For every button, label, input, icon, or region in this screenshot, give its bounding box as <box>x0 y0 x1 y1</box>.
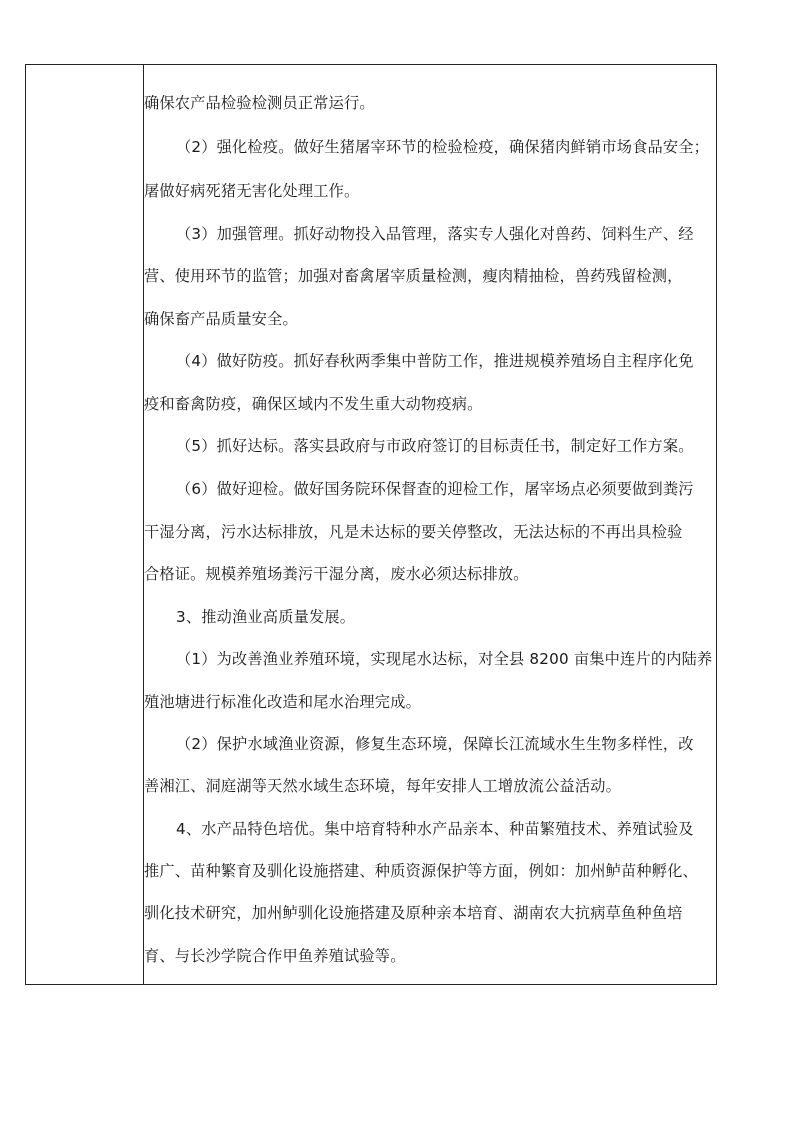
text-line: 育、与长沙学院合作甲鱼养殖试验等。 <box>144 947 406 965</box>
text-line: 干湿分离，污水达标排放，凡是未达标的要关停整改，无法达标的不再出具检验 <box>144 523 683 541</box>
text-line: （2）保护水域渔业资源，修复生态环境，保障长江流域水生生物多样性，改 <box>176 735 694 753</box>
text-line: 殖池塘进行标准化改造和尾水治理完成。 <box>144 693 421 711</box>
section-heading: 3、推动渔业高质量发展。 <box>176 608 356 626</box>
text-line: 4、水产品特色培优。集中培育特种水产品亲本、种苗繁殖技术、养殖试验及 <box>176 820 694 838</box>
text-line: 驯化技术研究，加州鲈驯化设施搭建及原种亲本培育、湖南农大抗病草鱼种鱼培 <box>144 904 683 922</box>
text-line: 屠做好病死猪无害化处理工作。 <box>144 182 360 200</box>
text-line: （1）为改善渔业养殖环境，实现尾水达标，对全县 8200 亩集中连片的内陆养 <box>176 650 713 668</box>
text-line: 推广、苗种繁育及驯化设施搭建、种质资源保护等方面，例如：加州鲈苗种孵化、 <box>144 862 698 880</box>
text-line: 合格证。规模养殖场粪污干湿分离，废水必须达标排放。 <box>144 565 529 583</box>
text-line: 确保农产品检验检测员正常运行。 <box>144 94 375 112</box>
text-line: 确保畜产品质量安全。 <box>144 310 298 328</box>
text-line: （4）做好防疫。抓好春秋两季集中普防工作，推进规模养殖场自主程序化免 <box>176 352 694 370</box>
text-line: 营、使用环节的监管；加强对畜禽屠宰质量检测，瘦肉精抽检，兽药残留检测， <box>144 267 683 285</box>
text-line: （3）加强管理。抓好动物投入品管理，落实专人强化对兽药、饲料生产、经 <box>176 225 694 243</box>
text-line: （6）做好迎检。做好国务院环保督查的迎检工作，屠宰场点必须要做到粪污 <box>176 480 694 498</box>
text-line: （5）抓好达标。落实县政府与市政府签订的目标责任书，制定好工作方案。 <box>176 437 694 455</box>
text-line: （2）强化检疫。做好生猪屠宰环节的检验检疫，确保猪肉鲜销市场食品安全； <box>176 138 710 156</box>
text-line: 善湘江、洞庭湖等天然水域生态环境，每年安排人工增放流公益活动。 <box>144 777 622 795</box>
text-line: 疫和畜禽防疫，确保区域内不发生重大动物疫病。 <box>144 395 483 413</box>
